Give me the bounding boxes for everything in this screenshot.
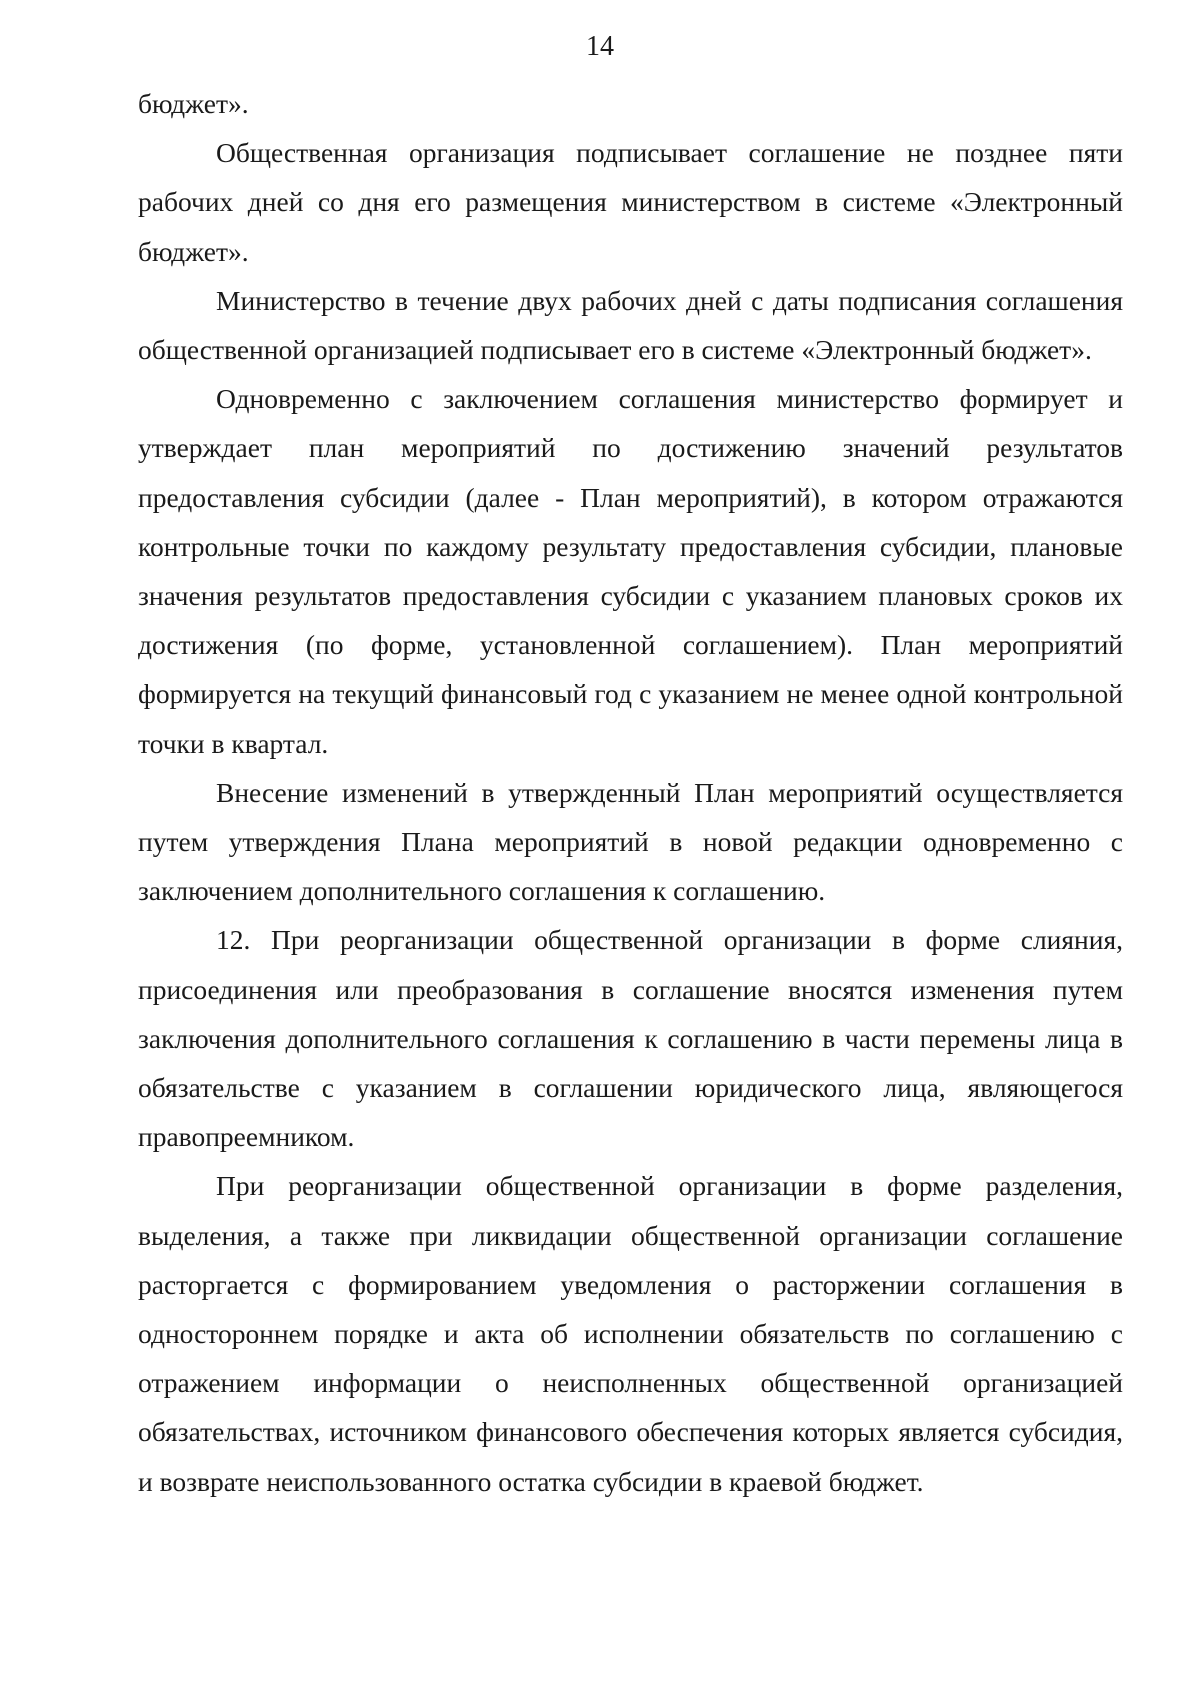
document-body [138,79,1123,1506]
paragraph-action-plan: Одновременно с заключением соглашения министерство формирует и утверждает план мероприятий по достижению значений результатов предоставления субсидии (далее - План мероприятий), в котором отражаются контрольные точки по каждому результату предоставления субсидии, плановые значения результатов предоставления субсидии с указанием плановых сроков их достижения (по форме, установленной соглашением). План мероприятий формируется на текущий финансовый год с указанием не менее одной контрольной точки в квартал. [138,383,1123,759]
paragraph-item-12: 12. При реорганизации общественной организации в форме слияния, присоединения или преобразования в соглашение вносятся изменения путем заключения дополнительного соглашения к соглашению в части перемены лица в обязательстве с указанием в соглашении юридического лица, являющегося правопреемником. [138,924,1123,1153]
page-number: 14 [586,31,614,62]
paragraph-signing-by-ministry: Министерство в течение двух рабочих дней с даты подписания соглашения общественной организацией подписывает его в системе «Электронный бюджет». [138,284,1123,366]
paragraph-continuation: бюджет». [138,88,249,119]
paragraph-signing-by-organization: Общественная организация подписывает соглашение не позднее пяти рабочих дней со дня его размещения министерством в системе «Электронный бюджет». [138,137,1123,267]
paragraph-plan-changes: Внесение изменений в утвержденный План мероприятий осуществляется путем утверждения Плана мероприятий в новой редакции одновременно с заключением дополнительного соглашения к соглашению. [138,776,1123,907]
paragraph-termination: При реорганизации общественной организации в форме разделения, выделения, а также при ликвидации общественной организации соглашение расторгается с формированием уведомления о расторжении соглашения в одностороннем порядке и акта об исполнении обязательств по соглашению с отражением информации о неисполненных общественной организацией обязательствах, источником финансового обеспечения которых является субсидия, и возврате неиспользованного остатка субсидии в краевой бюджет. [138,1170,1123,1497]
